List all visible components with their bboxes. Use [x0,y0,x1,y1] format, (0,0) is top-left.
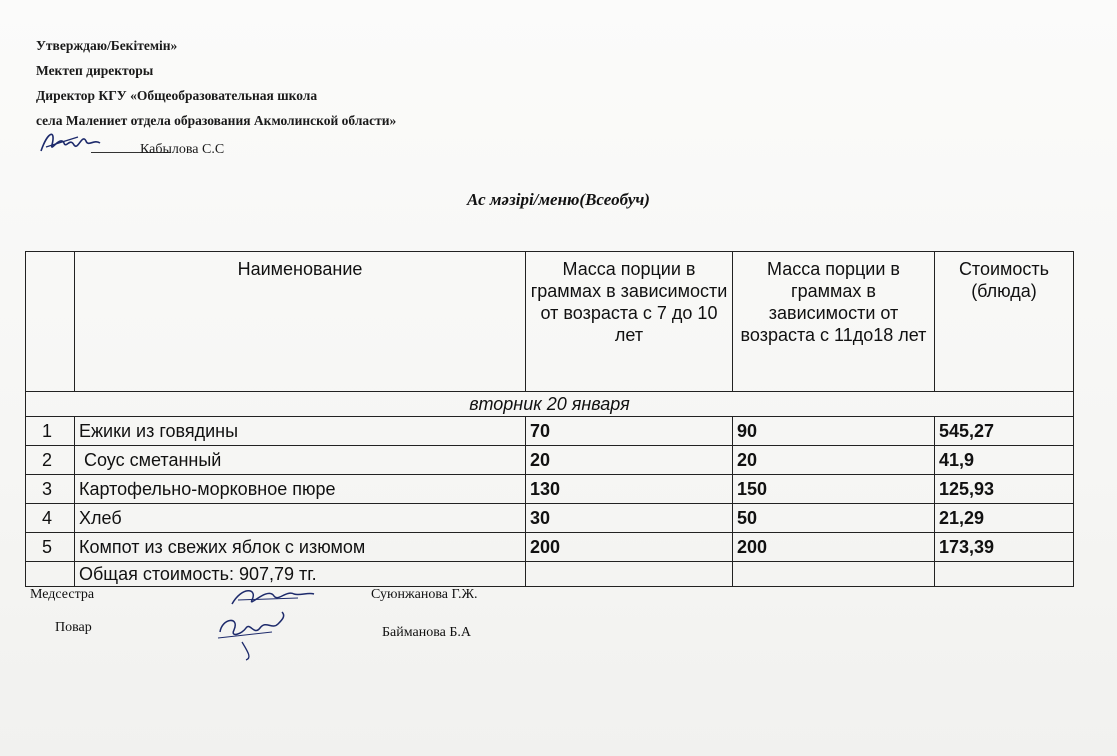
director-signature-line [36,133,506,159]
row-mass-11-18: 20 [733,446,935,475]
row-num: 1 [26,417,75,446]
total-empty-mass-7-10 [526,562,733,587]
row-cost: 21,29 [935,504,1074,533]
row-mass-7-10: 70 [526,417,733,446]
approval-block [36,33,506,159]
row-mass-7-10: 20 [526,446,733,475]
director-name: Кабылова С.С [140,142,225,157]
approval-line-3: Директор КГУ «Общеобразовательная школа [36,88,318,103]
header-mass-7-10: Масса порции в граммах в зависимости от возраста с 7 до 10 лет [526,252,733,392]
nurse-name: Суюнжанова Г.Ж. [371,587,478,602]
approval-line-1: Утверждаю/Бекітемін» [36,38,178,53]
row-name: Компот из свежих яблок с изюмом [75,533,526,562]
table-row [26,533,1074,562]
row-num: 5 [26,533,75,562]
row-num: 4 [26,504,75,533]
total-empty-num [26,562,75,587]
cook-name: Байманова Б.А [382,625,472,640]
header-row [26,252,1074,392]
row-cost: 545,27 [935,417,1074,446]
header-num [26,252,75,392]
total-empty-cost [935,562,1074,587]
row-num: 3 [26,475,75,504]
header-cost: Стоимость (блюда) [935,252,1074,392]
row-mass-7-10: 130 [526,475,733,504]
row-mass-11-18: 200 [733,533,935,562]
menu-table [25,251,1074,587]
row-name: Картофельно-морковное пюре [75,475,526,504]
row-mass-11-18: 50 [733,504,935,533]
table-row [26,417,1074,446]
row-cost: 173,39 [935,533,1074,562]
approval-line-4: села Малениет отдела образования Акмолинской области» [36,113,397,128]
cook-signature [212,602,302,662]
row-cost: 41,9 [935,446,1074,475]
cook-role: Повар [55,620,92,635]
table-row [26,504,1074,533]
row-mass-11-18: 150 [733,475,935,504]
header-mass-11-18: Масса порции в граммах в зависимости от возраста с 11до18 лет [733,252,935,392]
row-name: Соус сметанный [75,446,526,475]
total-empty-mass-11-18 [733,562,935,587]
row-cost: 125,93 [935,475,1074,504]
table-row [26,475,1074,504]
total-label: Общая стоимость: 907,79 тг. [75,562,526,587]
row-mass-7-10: 200 [526,533,733,562]
nurse-role: Медсестра [30,587,95,602]
row-num: 2 [26,446,75,475]
director-signature [38,125,108,159]
day-label: вторник 20 января [26,392,1074,417]
table-row [26,446,1074,475]
page-title: Ас мәзірі/меню(Всеобуч) [467,190,650,209]
row-name: Хлеб [75,504,526,533]
row-mass-11-18: 90 [733,417,935,446]
approval-line-2: Мектеп директоры [36,63,154,78]
header-name: Наименование [75,252,526,392]
total-row [26,562,1074,587]
row-mass-7-10: 30 [526,504,733,533]
day-row [26,392,1074,417]
row-name: Ежики из говядины [75,417,526,446]
